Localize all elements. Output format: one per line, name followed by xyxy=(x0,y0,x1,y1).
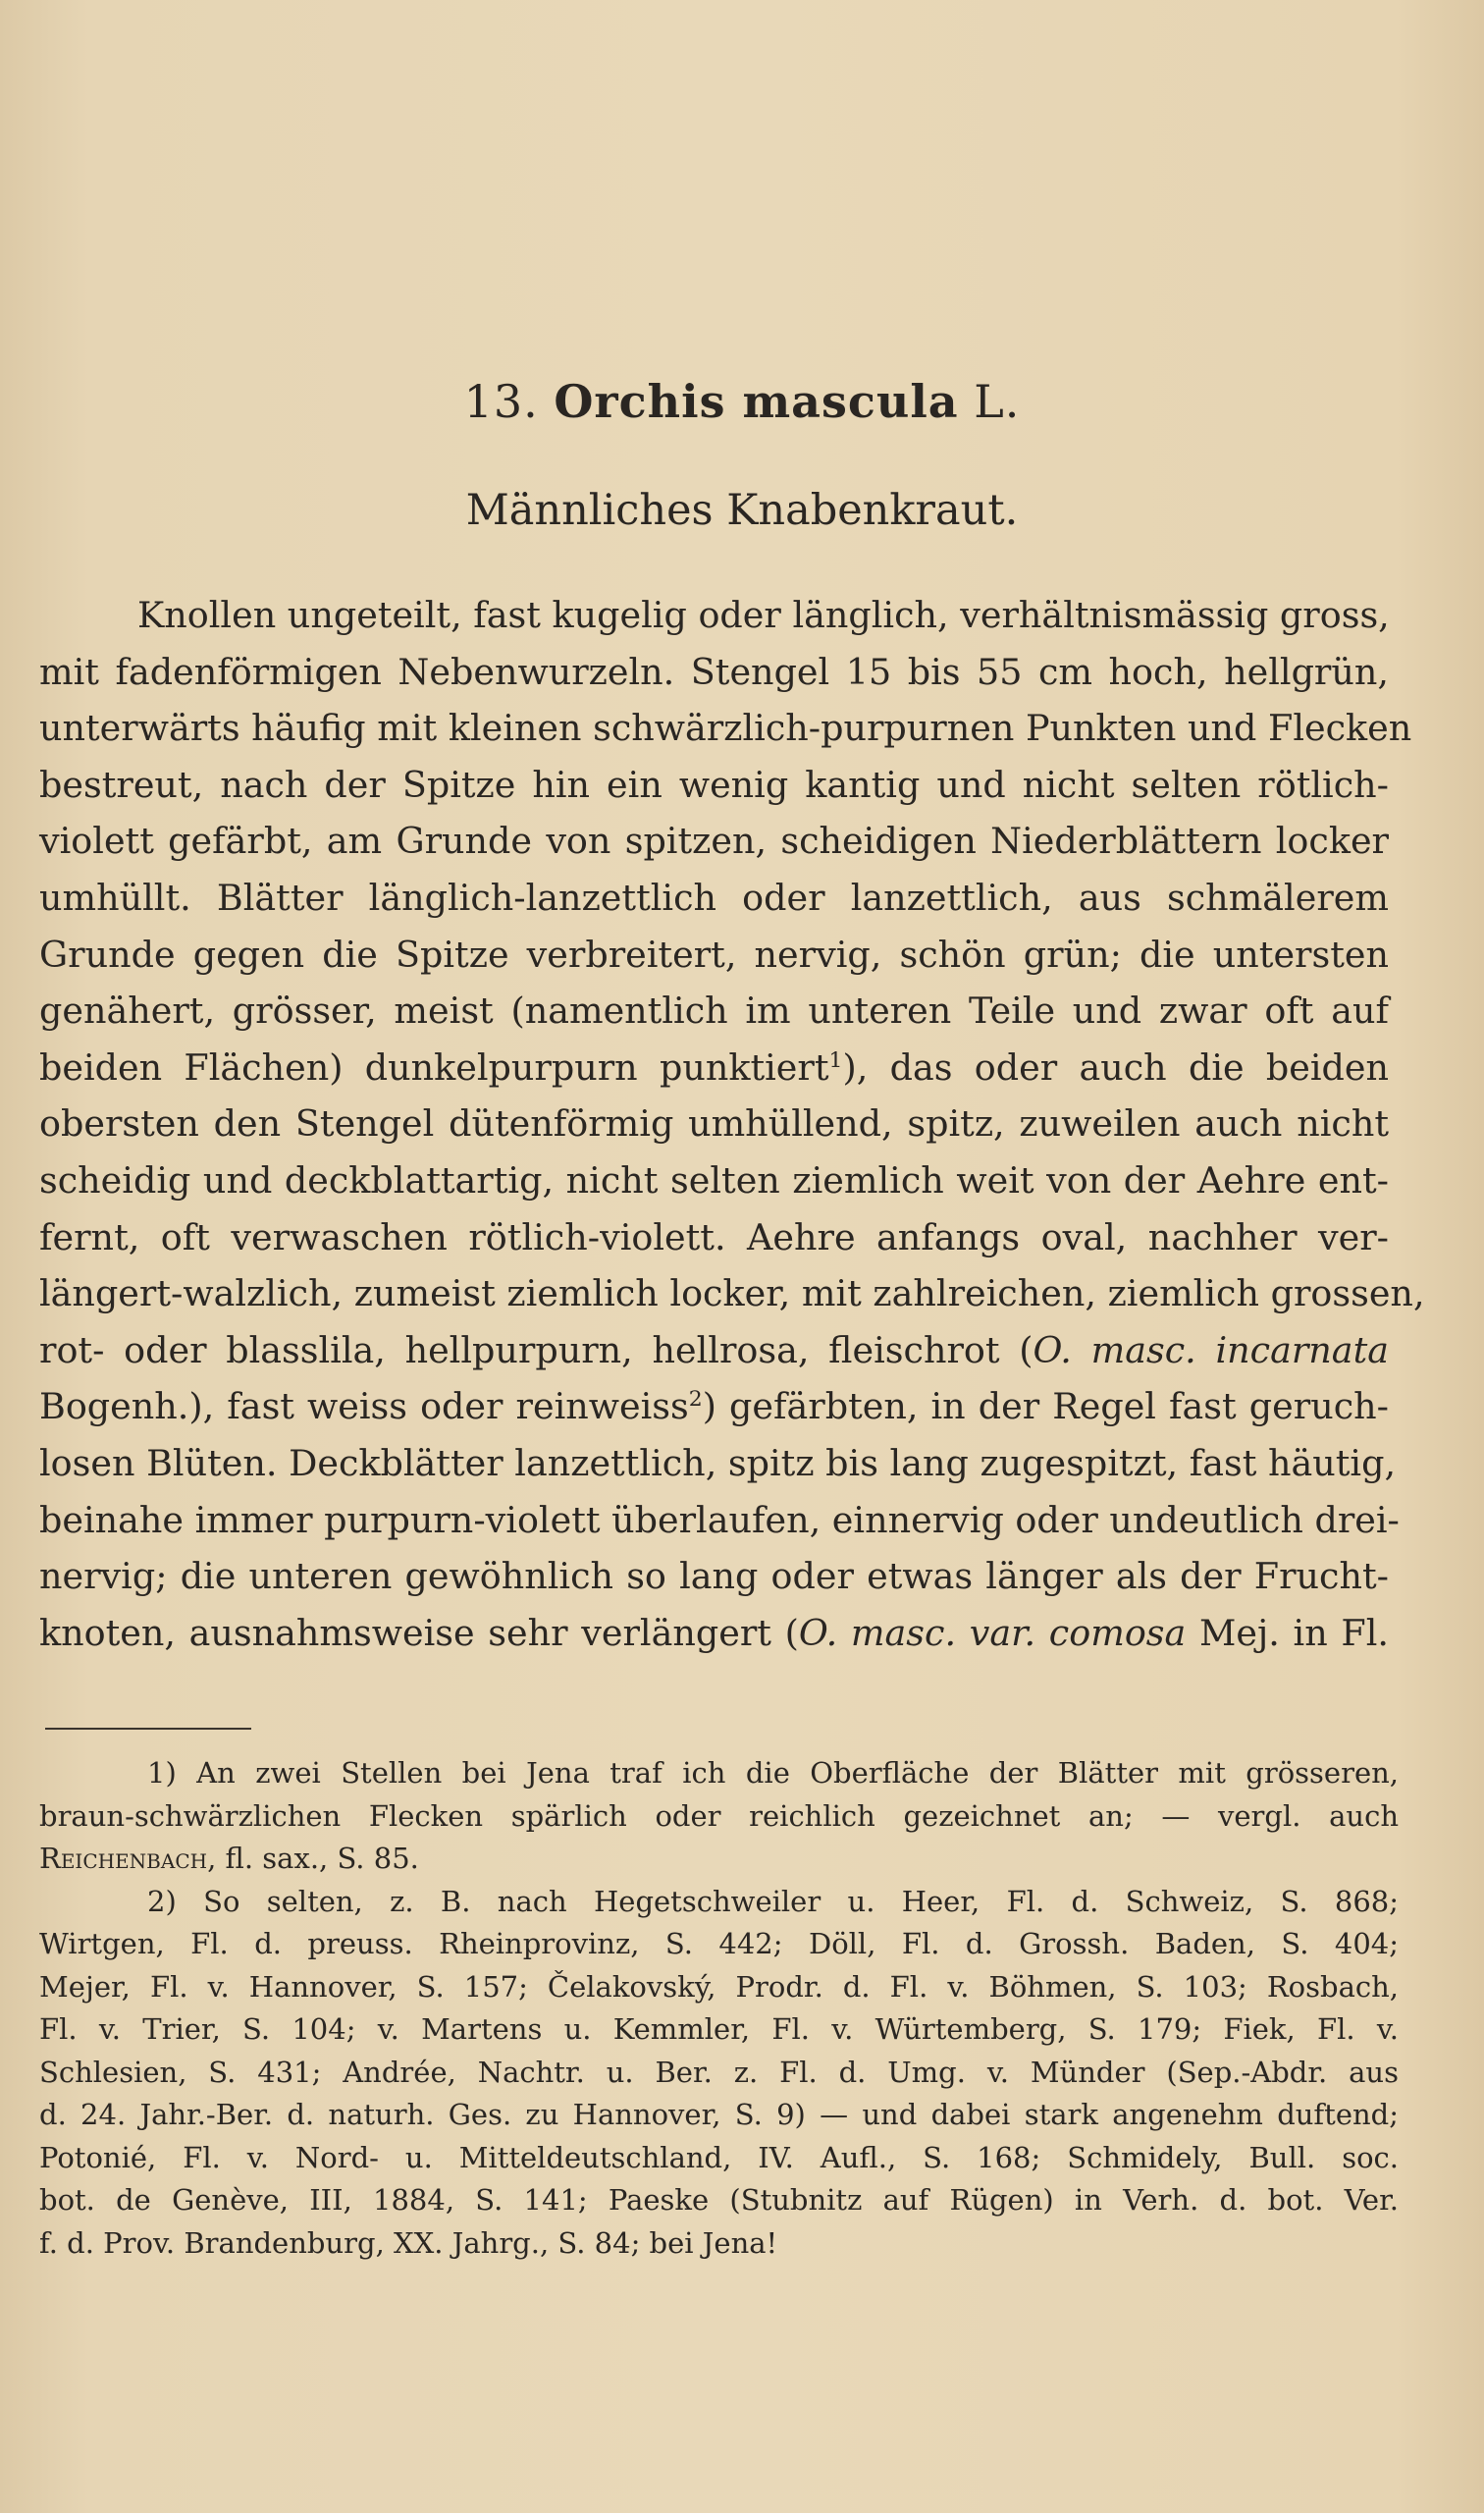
description-paragraph xyxy=(39,587,1425,1661)
variety-comosa: O. masc. var. comosa xyxy=(798,1611,1187,1654)
footnote-marker-2: 2 xyxy=(688,1387,703,1413)
footnote-2-line: f. d. Prov. Brandenburg, XX. Jahrg., S. 84; bei Jena! xyxy=(39,2225,778,2260)
footnote-1-line xyxy=(39,1838,1399,1881)
footnote-author: Reichenbach xyxy=(39,1842,208,1875)
footnote-2-line: Potonié, Fl. v. Nord- u. Mitteldeutschland, IV. Aufl., S. 168; Schmidely, Bull. soc. xyxy=(39,2140,1399,2174)
common-name: Männliches Knabenkraut. xyxy=(465,486,1019,535)
body-line: fernt, oft verwaschen rötlich-violett. Aehre anfangs oval, nachher ver- xyxy=(39,1215,1389,1258)
species-name: Orchis mascula xyxy=(554,375,959,428)
body-line: mit fadenförmigen Nebenwurzeln. Stengel 15 bis 55 cm hoch, hellgrün, xyxy=(39,650,1389,693)
footnote-1-line: braun-schwärzlichen Flecken spärlich oder reichlich gezeichnet an; — vergl. auch xyxy=(39,1798,1399,1833)
body-line xyxy=(39,1040,1389,1096)
footnote-1-line: 1) An zwei Stellen bei Jena traf ich die Oberfläche der Blätter mit grösseren, xyxy=(147,1756,1399,1790)
variety-incarnata: O. masc. incarnata xyxy=(1033,1328,1389,1371)
footnotes xyxy=(39,1752,1399,2265)
footnote-2-line: Wirtgen, Fl. d. preuss. Rheinprovinz, S. 442; Döll, Fl. d. Grossh. Baden, S. 404; xyxy=(39,1927,1399,1960)
footnote-2-line: Schlesien, S. 431; Andrée, Nachtr. u. Ber. z. Fl. d. Umg. v. Münder (Sep.-Abdr. aus xyxy=(39,2055,1399,2089)
body-line: Grunde gegen die Spitze verbreitert, nervig, schön grün; die untersten xyxy=(39,933,1389,976)
body-line xyxy=(39,1378,1389,1435)
footnote-separator xyxy=(45,1728,251,1730)
footnote-2-line: Fl. v. Trier, S. 104; v. Martens u. Kemmler, Fl. v. Würtemberg, S. 179; Fiek, Fl. v. xyxy=(39,2012,1399,2046)
body-line: scheidig und deckblattartig, nicht selten ziemlich weit von der Aehre ent- xyxy=(39,1158,1389,1202)
body-line: unterwärts häufig mit kleinen schwärzlich-purpurnen Punkten und Flecken xyxy=(39,707,1412,750)
body-line: beinahe immer purpurn-violett überlaufen, einnervig oder undeutlich drei- xyxy=(39,1498,1400,1541)
body-line: Knollen ungeteilt, fast kugelig oder länglich, verhältnismässig gross, xyxy=(137,594,1390,636)
body-line-text: ), das oder auch die beiden xyxy=(842,1045,1389,1089)
body-line-text: knoten, ausnahmsweise sehr verlängert ( xyxy=(39,1611,799,1654)
body-line: genähert, grösser, meist (namentlich im unteren Teile und zwar oft auf xyxy=(39,989,1389,1033)
footnote-2-line: Mejer, Fl. v. Hannover, S. 157; Čelakovský, Prodr. d. Fl. v. Böhmen, S. 103; Rosbach, xyxy=(39,1969,1399,2004)
species-author: L. xyxy=(974,375,1021,428)
body-line-text: ) gefärbten, in der Regel fast geruch- xyxy=(702,1385,1389,1428)
footnote-2-line: bot. de Genève, III, 1884, S. 141; Paeske (Stubnitz auf Rügen) in Verh. d. bot. Ver. xyxy=(39,2183,1399,2217)
body-line-text: beiden Flächen) dunkelpurpurn punktiert xyxy=(39,1045,829,1089)
body-line: umhüllt. Blätter länglich-lanzettlich oder lanzettlich, aus schmälerem xyxy=(39,876,1389,919)
body-line-text: rot- oder blasslila, hellpurpurn, hellrosa, fleischrot ( xyxy=(39,1328,1034,1371)
body-line xyxy=(39,1605,1389,1662)
footnote-marker-1: 1 xyxy=(828,1047,843,1073)
body-line: obersten den Stengel dütenförmig umhüllend, spitz, zuweilen auch nicht xyxy=(39,1102,1389,1146)
body-line: bestreut, nach der Spitze hin ein wenig kantig und nicht selten rötlich- xyxy=(39,763,1389,806)
footnote-text: , fl. sax., S. 85. xyxy=(207,1842,419,1875)
species-number: 13. xyxy=(463,375,539,428)
footnote-2-line: d. 24. Jahr.-Ber. d. naturh. Ges. zu Hannover, S. 9) — und dabei stark angenehm duftend; xyxy=(39,2098,1399,2131)
body-line: nervig; die unteren gewöhnlich so lang oder etwas länger als der Frucht- xyxy=(39,1555,1389,1598)
species-heading xyxy=(0,375,1484,428)
footnote-2-line: 2) So selten, z. B. nach Hegetschweiler u. Heer, Fl. d. Schweiz, S. 868; xyxy=(147,1884,1399,1918)
body-line: längert-walzlich, zumeist ziemlich locker, mit zahlreichen, ziemlich grossen, xyxy=(39,1272,1425,1315)
body-line-text: Mej. in Fl. xyxy=(1186,1611,1389,1654)
body-line: losen Blüten. Deckblätter lanzettlich, spitz bis lang zugespitzt, fast häutig, xyxy=(39,1441,1397,1484)
body-line: violett gefärbt, am Grunde von spitzen, scheidigen Niederblättern locker xyxy=(39,820,1389,863)
body-line xyxy=(39,1322,1389,1379)
body-line-text: Bogenh.), fast weiss oder reinweiss xyxy=(39,1385,689,1428)
